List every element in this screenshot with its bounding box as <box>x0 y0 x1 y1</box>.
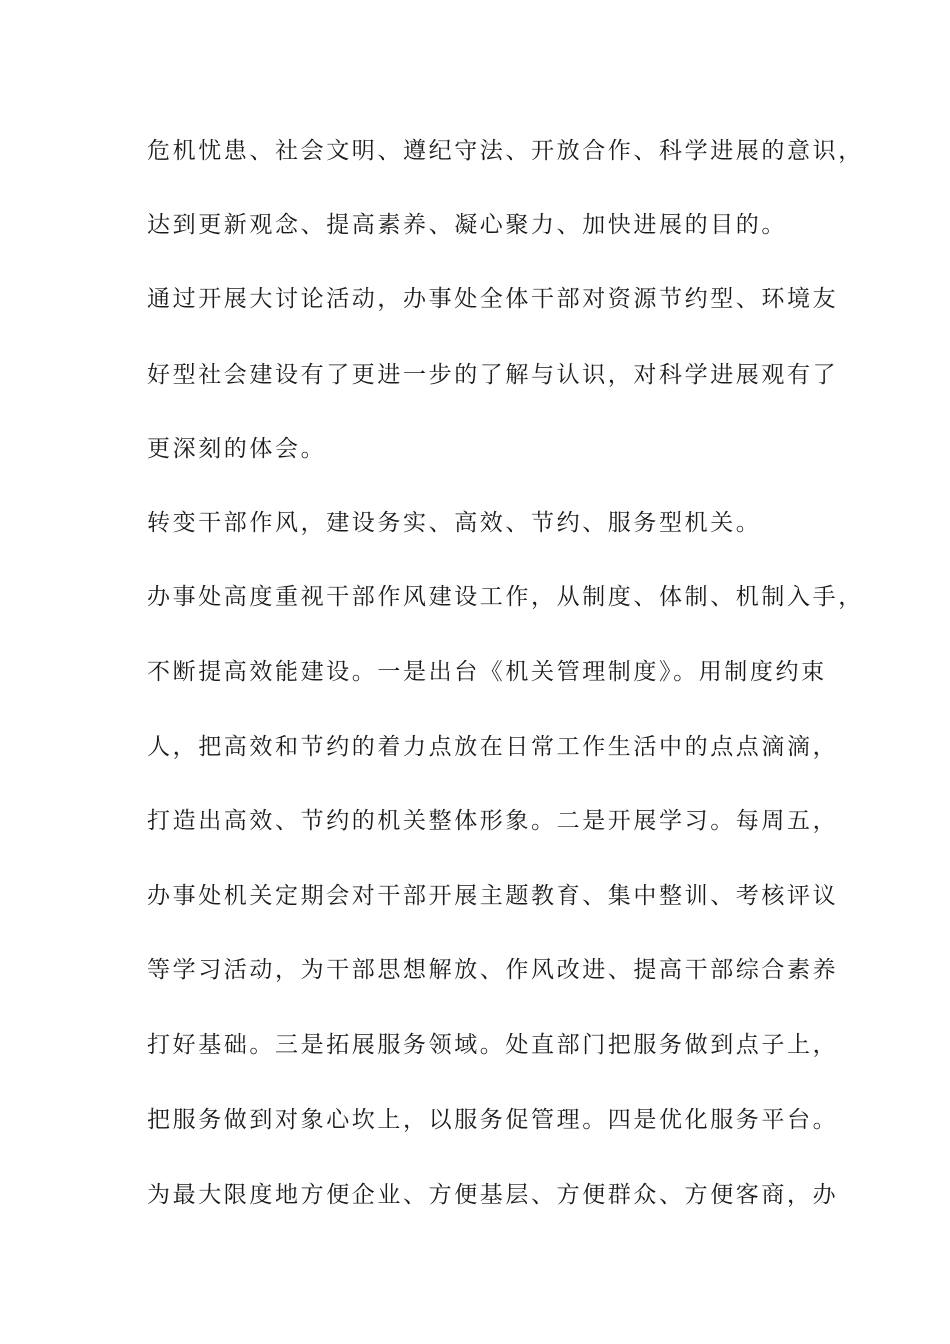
text-line: 通过开展大讨论活动，办事处全体干部对资源节约型、环境友 <box>147 286 839 312</box>
text-line: 打好基础。三是拓展服务领域。处直部门把服务做到点子上， <box>147 1032 839 1058</box>
text-line: 转变干部作风，建设务实、高效、节约、服务型机关。 <box>147 510 762 536</box>
text-line: 人，把高效和节约的着力点放在日常工作生活中的点点滴滴， <box>147 734 839 760</box>
text-line: 等学习活动，为干部思想解放、作风改进、提高干部综合素养 <box>147 957 839 983</box>
text-line: 好型社会建设有了更进一步的了解与认识，对科学进展观有了 <box>147 362 839 388</box>
text-line: 把服务做到对象心坎上，以服务促管理。四是优化服务平台。 <box>147 1107 839 1133</box>
text-line: 办事处机关定期会对干部开展主题教育、集中整训、考核评议 <box>147 883 839 909</box>
text-line: 为最大限度地方便企业、方便基层、方便群众、方便客商，办 <box>147 1182 839 1208</box>
text-line: 危机忧患、社会文明、遵纪守法、开放合作、科学进展的意识， <box>147 138 864 164</box>
text-line: 更深刻的体会。 <box>147 436 327 462</box>
text-line: 办事处高度重视干部作风建设工作，从制度、体制、机制入手， <box>147 584 864 610</box>
text-line: 打造出高效、节约的机关整体形象。二是开展学习。每周五， <box>147 808 839 834</box>
text-line: 不断提高效能建设。一是出台《机关管理制度》。用制度约束 <box>147 659 827 685</box>
text-line: 达到更新观念、提高素养、凝心聚力、加快进展的目的。 <box>147 212 787 238</box>
